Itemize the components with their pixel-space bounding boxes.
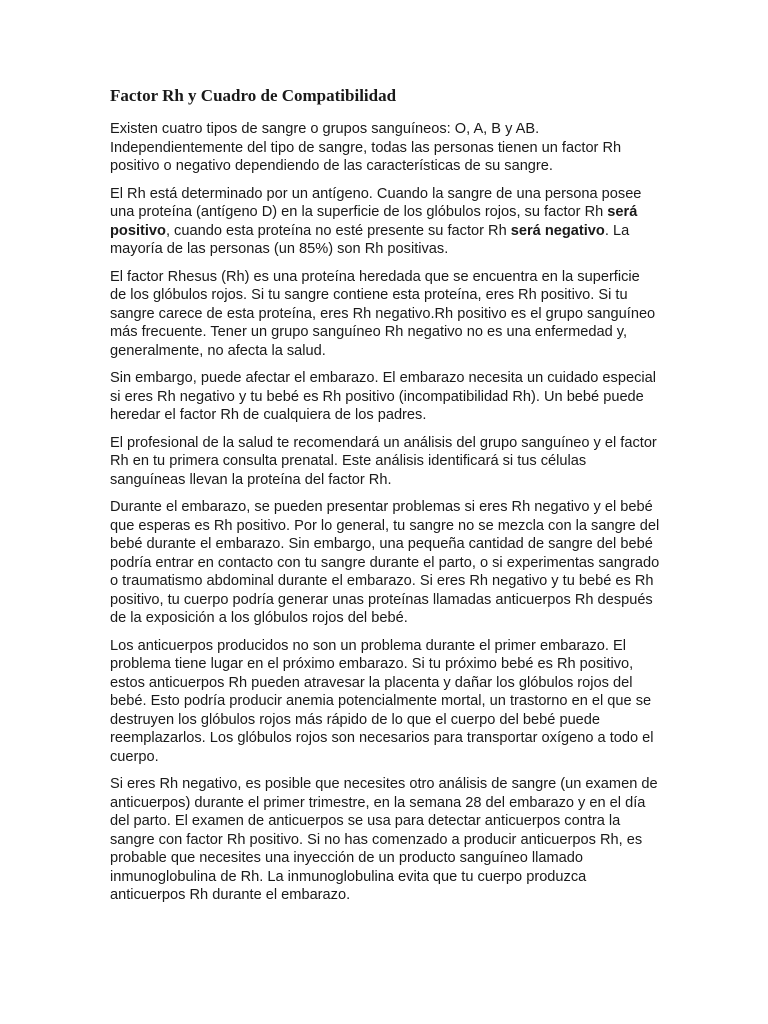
bold-text-negative: será negativo <box>510 222 605 239</box>
paragraph-prenatal-analysis: El profesional de la salud te recomendará un análisis del grupo sanguíneo y el factor Rh en tu primera consulta prenatal. Este análisis identificará si tus células sanguíneas llevan la proteína del factor Rh. <box>110 434 657 488</box>
paragraph-pregnancy-problems: Durante el embarazo, se pueden presentar problemas si eres Rh negativo y el bebé que esperas es Rh positivo. Por lo general, tu sangre no se mezcla con la sangre del bebé durante el embarazo. Sin embargo, una pequeña cantidad de sangre del bebé podría entrar en contacto con tu sangre durante el parto, o si experimentas sangrado o traumatismo abdominal durante el embarazo. Si eres Rh negativo y tu bebé es Rh positivo, tu cuerpo podría generar unas proteínas llamadas anticuerpos Rh después de la exposición a los glóbulos rojos del bebé. <box>110 499 660 626</box>
paragraph-rh-antigen <box>110 185 660 259</box>
paragraph-text: , cuando esta proteína no esté presente su factor Rh <box>165 222 511 239</box>
paragraph-blood-groups: Existen cuatro tipos de sangre o grupos sanguíneos: O, A, B y AB. Independientemente del tipo de sangre, todas las personas tienen un factor Rh positivo o negativo dependiendo de las características de su sangre. <box>110 121 622 174</box>
bold-text-positive: será positivo <box>110 204 638 239</box>
document-title: Factor Rh y Cuadro de Compatibilidad <box>110 86 397 105</box>
document-page <box>110 84 660 914</box>
paragraph-antibody-test: Si eres Rh negativo, es posible que necesites otro análisis de sangre (un examen de anticuerpos) durante el primer trimestre, en la semana 28 del embarazo y en el día del parto. El examen de anticuerpos se usa para detectar anticuerpos contra la sangre con factor Rh positivo. Si no has comenzado a producir anticuerpos Rh, es probable que necesites una inyección de un producto sanguíneo llamado inmunoglobulina de Rh. La inmunoglobulina evita que tu cuerpo produzca anticuerpos Rh durante el embarazo. <box>110 776 658 903</box>
paragraph-antibodies: Los anticuerpos producidos no son un problema durante el primer embarazo. El problema tiene lugar en el próximo embarazo. Si tu próximo bebé es Rh positivo, estos anticuerpos Rh pueden atravesar la placenta y dañar los glóbulos rojos del bebé. Esto podría producir anemia potencialmente mortal, un trastorno en el que se destruyen los glóbulos rojos más rápido de lo que el cuerpo del bebé puede reemplazarlos. Los glóbulos rojos son necesarios para transportar oxígeno a todo el cuerpo. <box>110 637 654 765</box>
paragraph-text: El Rh está determinado por un antígeno. Cuando la sangre de una persona posee una proteína (antígeno D) en la superficie de los glóbulos rojos, su factor Rh <box>110 185 642 220</box>
paragraph-text: . La mayoría de las personas (un 85%) son Rh positivas. <box>110 222 630 257</box>
paragraph-pregnancy-effect: Sin embargo, puede afectar el embarazo. El embarazo necesita un cuidado especial si eres Rh negativo y tu bebé es Rh positivo (incompatibilidad Rh). Un bebé puede heredar el factor Rh de cualquiera de los padres. <box>110 370 656 423</box>
paragraph-rhesus-factor: El factor Rhesus (Rh) es una proteína heredada que se encuentra en la superficie de los glóbulos rojos. Si tu sangre contiene esta proteína, eres Rh positivo. Si tu sangre carece de esta proteína, eres Rh negativo.Rh positivo es el grupo sanguíneo más frecuente. Tener un grupo sanguíneo Rh negativo no es una enfermedad y, generalmente, no afecta la salud. <box>110 268 656 359</box>
